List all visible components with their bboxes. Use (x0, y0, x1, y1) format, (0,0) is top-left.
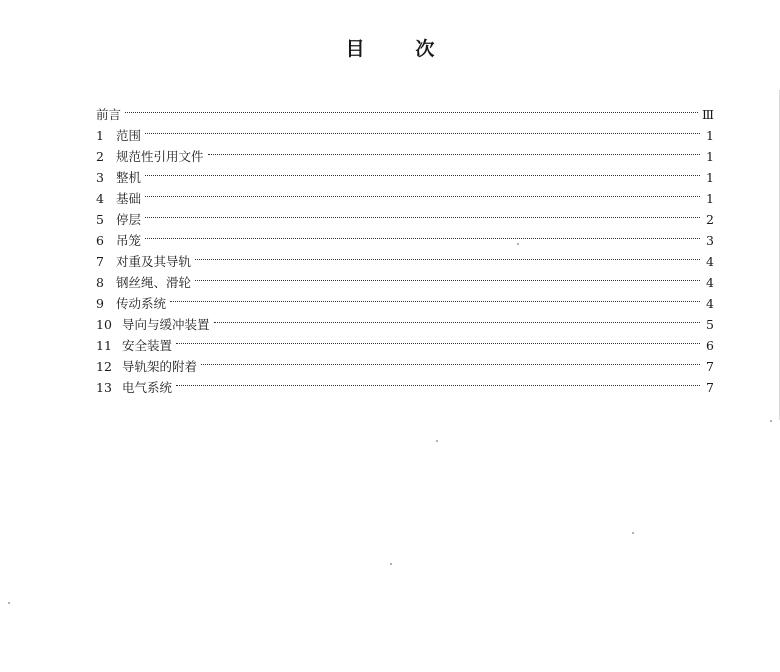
toc-entry-13[interactable] (96, 371, 714, 395)
scan-speck (436, 440, 438, 442)
dot-leader (145, 203, 700, 224)
dot-leader (145, 182, 700, 203)
toc-entry-label: 传动系统 (116, 296, 167, 311)
toc-entry-page: 4 (706, 275, 714, 290)
toc-entry-page: 3 (706, 233, 714, 248)
scan-speck (632, 532, 634, 534)
toc-entry-label: 导向与缓冲装置 (122, 317, 210, 332)
toc-entry-9[interactable] (96, 287, 714, 311)
toc-entry-label: 范围 (116, 128, 142, 143)
toc-entry-label: 安全装置 (122, 338, 173, 353)
scan-speck (8, 602, 10, 604)
toc-entry-6[interactable] (96, 224, 714, 248)
toc-entry-11[interactable] (96, 329, 714, 353)
toc-entry-7[interactable] (96, 245, 714, 269)
scan-speck (517, 243, 519, 245)
toc-entry-label: 整机 (116, 170, 142, 185)
toc-entry-label: 停层 (116, 212, 142, 227)
scan-speck (390, 563, 392, 565)
toc-entry-number: 3 (96, 170, 104, 185)
toc-entry-number: 8 (96, 275, 104, 290)
dot-leader (145, 224, 700, 245)
dot-leader (176, 371, 700, 392)
toc-entry-number: 4 (96, 191, 104, 206)
toc-title-part2: 次 (415, 38, 435, 60)
toc-title-part1: 目 (345, 38, 365, 60)
toc-entry-4[interactable] (96, 182, 714, 206)
toc-entry-number: 6 (96, 233, 104, 248)
toc-entry-page: 1 (706, 149, 714, 164)
toc-entry-label: 吊笼 (116, 233, 142, 248)
toc-entry-page: 1 (706, 128, 714, 143)
dot-leader (208, 140, 700, 161)
dot-leader (201, 350, 700, 371)
toc-entry-label: 规范性引用文件 (116, 149, 204, 164)
toc-entry-label: 钢丝绳、滑轮 (116, 275, 192, 290)
toc-entry-number: 12 (96, 359, 112, 374)
toc-entry-1[interactable] (96, 119, 714, 143)
dot-leader (214, 308, 700, 329)
toc-entry-label: 电气系统 (122, 380, 173, 395)
toc-entry-number: 7 (96, 254, 104, 269)
toc-entry-number: 2 (96, 149, 104, 164)
toc-entry-number: 10 (96, 317, 112, 332)
toc-entry-number: 9 (96, 296, 104, 311)
toc-entry-page: 6 (706, 338, 714, 353)
toc-entry-number: 11 (96, 338, 112, 353)
toc-entry-page: 4 (706, 254, 714, 269)
toc-entry-page: 7 (706, 380, 714, 395)
toc-entry-page: 4 (706, 296, 714, 311)
toc-entry-page: 1 (706, 170, 714, 185)
toc-entry-label: 导轨架的附着 (122, 359, 198, 374)
dot-leader (176, 329, 700, 350)
toc-entry-page: Ⅲ (701, 107, 714, 122)
toc-entry-number: 1 (96, 128, 104, 143)
toc-entry-page: 7 (706, 359, 714, 374)
toc-entry-12[interactable] (96, 350, 714, 374)
toc-entry-label: 前言 (96, 107, 122, 122)
toc-entry-10[interactable] (96, 308, 714, 332)
toc-title (0, 34, 780, 61)
dot-leader (145, 161, 700, 182)
toc-entry-foreword[interactable] (96, 98, 714, 122)
toc-entry-label: 基础 (116, 191, 142, 206)
dot-leader (170, 287, 700, 308)
toc-entry-number: 5 (96, 212, 104, 227)
toc-entry-label: 对重及其导轨 (116, 254, 192, 269)
dot-leader (145, 119, 700, 140)
toc-entry-page: 5 (706, 317, 714, 332)
scan-speck (770, 420, 772, 422)
dot-leader (125, 98, 698, 119)
toc-entry-page: 2 (706, 212, 714, 227)
dot-leader (195, 266, 700, 287)
toc-entry-3[interactable] (96, 161, 714, 185)
table-of-contents (96, 98, 714, 395)
toc-entry-2[interactable] (96, 140, 714, 164)
toc-entry-number: 13 (96, 380, 112, 395)
dot-leader (195, 245, 700, 266)
toc-entry-page: 1 (706, 191, 714, 206)
toc-entry-5[interactable] (96, 203, 714, 227)
